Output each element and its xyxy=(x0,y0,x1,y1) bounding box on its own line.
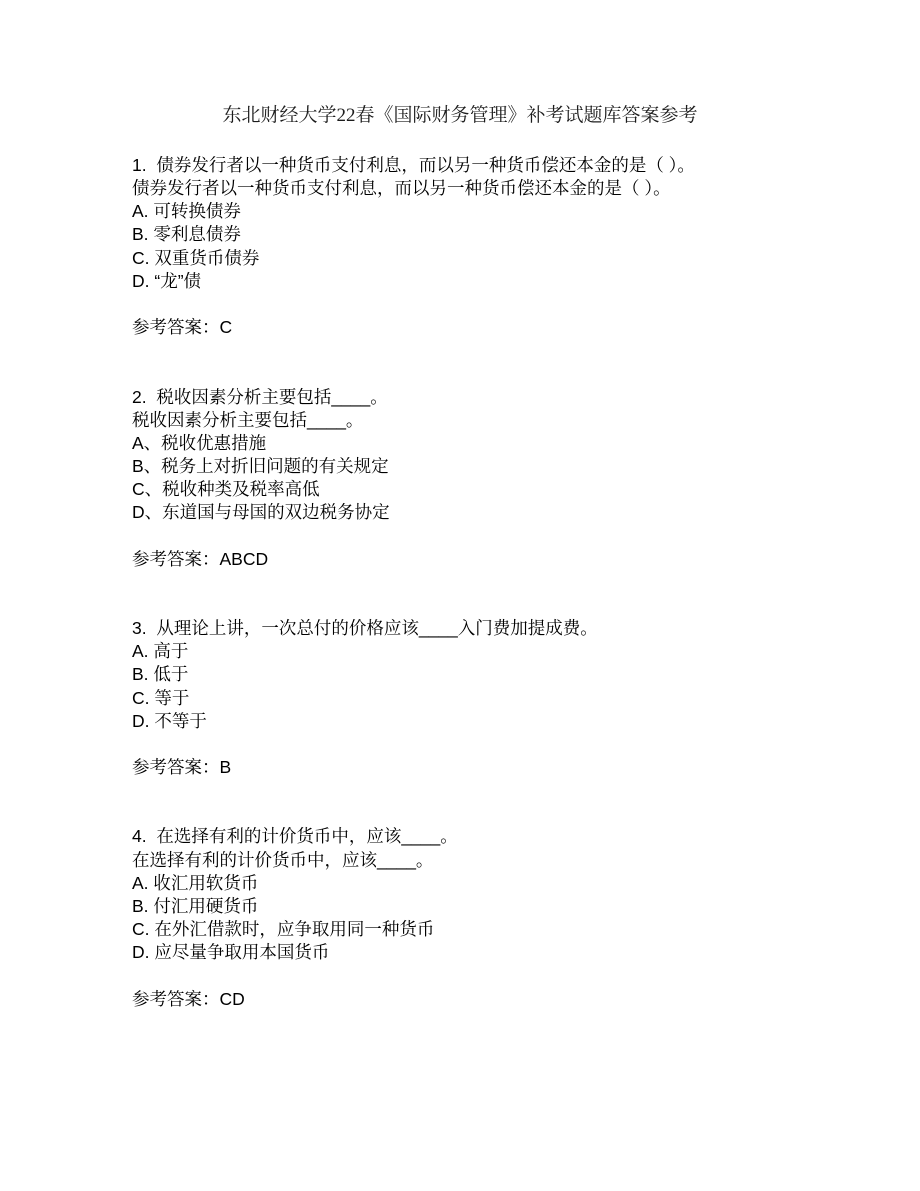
question-2-answer-line xyxy=(132,548,792,571)
question-4-answer-line xyxy=(132,988,792,1011)
question-2-option-c: C、税收种类及税率高低 xyxy=(132,479,320,500)
question-block-4 xyxy=(132,825,792,1010)
question-3-stem: 3. 从理论上讲，一次总付的价格应该____入门费加提成费。 xyxy=(132,618,598,639)
answer-label: 参考答案： xyxy=(132,548,220,569)
question-1-stem: 1. 债券发行者以一种货币支付利息，而以另一种货币偿还本金的是（ ）。 xyxy=(132,155,695,175)
question-4-option-b: B. 付汇用硬货币 xyxy=(132,895,259,916)
question-1-option-b: B. 零利息债券 xyxy=(132,224,241,245)
question-4-option-c: C. 在外汇借款时，应争取用同一种货币 xyxy=(132,919,435,940)
question-block-3 xyxy=(132,617,792,779)
answer-value: B xyxy=(219,756,232,777)
question-4-stem: 4. 在选择有利的计价货币中，应该____。 xyxy=(132,826,458,847)
question-3-option-c: C. 等于 xyxy=(132,687,190,708)
answer-label: 参考答案： xyxy=(132,317,220,338)
question-1-option-d: D. “龙”债 xyxy=(132,270,202,291)
question-4-option-d: D. 应尽量争取用本国货币 xyxy=(132,942,330,963)
answer-value: ABCD xyxy=(219,548,269,569)
document-title: 东北财经大学22春《国际财务管理》补考试题库答案参考 xyxy=(222,105,698,126)
question-block-2 xyxy=(132,386,792,571)
question-1-option-a: A. 可转换债券 xyxy=(132,201,241,222)
question-3-option-d: D. 不等于 xyxy=(132,710,207,731)
question-3-answer-line xyxy=(132,756,792,779)
question-4-option-a: A. 收汇用软货币 xyxy=(132,872,259,893)
question-1-stem-repeat: 债券发行者以一种货币支付利息，而以另一种货币偿还本金的是（ ）。 xyxy=(132,178,671,199)
question-2-stem-repeat: 税收因素分析主要包括____。 xyxy=(132,409,364,430)
question-block-1 xyxy=(132,154,792,339)
question-3-option-a: A. 高于 xyxy=(132,641,189,662)
question-1-option-c: C. 双重货币债券 xyxy=(132,247,260,268)
question-2-stem: 2. 税收因素分析主要包括____。 xyxy=(132,386,388,407)
document-content xyxy=(132,154,792,1011)
answer-value: C xyxy=(219,317,233,338)
question-2-option-b: B、税务上对折旧问题的有关规定 xyxy=(132,456,389,476)
question-4-stem-repeat: 在选择有利的计价货币中，应该____。 xyxy=(132,849,434,870)
question-1-answer-line xyxy=(132,316,792,339)
answer-value: CD xyxy=(219,988,245,1009)
answer-label: 参考答案： xyxy=(132,988,220,1009)
question-3-option-b: B. 低于 xyxy=(132,664,189,685)
question-2-option-a: A、税收优惠措施 xyxy=(132,432,267,453)
question-2-option-d: D、东道国与母国的双边税务协定 xyxy=(132,502,390,523)
answer-label: 参考答案： xyxy=(132,756,220,777)
